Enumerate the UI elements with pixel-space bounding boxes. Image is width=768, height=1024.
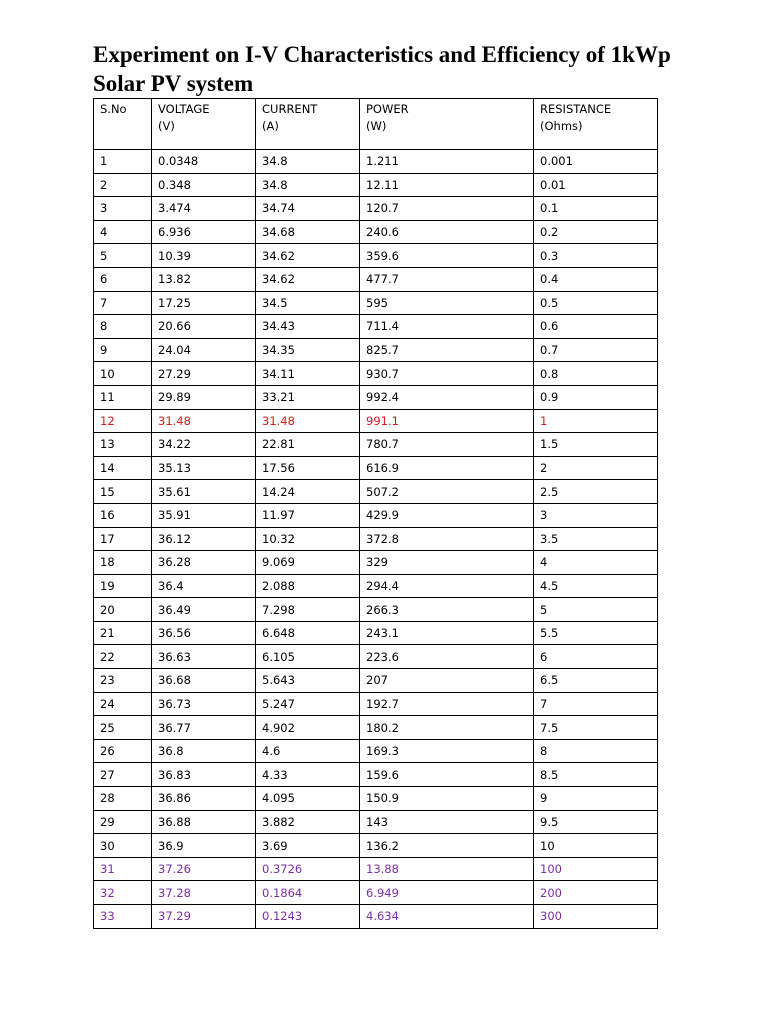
cell-power: 207	[360, 669, 534, 693]
cell-voltage: 35.61	[152, 480, 256, 504]
cell-sno: 4	[94, 220, 152, 244]
cell-power: 180.2	[360, 716, 534, 740]
cell-resistance: 0.1	[534, 197, 658, 221]
cell-resistance: 2	[534, 456, 658, 480]
cell-sno: 5	[94, 244, 152, 268]
cell-power: 825.7	[360, 338, 534, 362]
cell-voltage: 27.29	[152, 362, 256, 386]
header-current-unit: (A)	[262, 119, 279, 133]
cell-power: 991.1	[360, 409, 534, 433]
cell-resistance: 0.5	[534, 291, 658, 315]
cell-sno: 18	[94, 551, 152, 575]
header-current	[256, 99, 360, 150]
cell-voltage: 0.0348	[152, 150, 256, 174]
header-power-label: POWER	[366, 102, 409, 116]
cell-power: 169.3	[360, 739, 534, 763]
cell-current: 34.62	[256, 267, 360, 291]
cell-sno: 21	[94, 621, 152, 645]
cell-voltage: 10.39	[152, 244, 256, 268]
cell-sno: 11	[94, 385, 152, 409]
cell-current: 33.21	[256, 385, 360, 409]
table-row	[94, 621, 658, 645]
cell-sno: 2	[94, 173, 152, 197]
table-row	[94, 857, 658, 881]
cell-sno: 32	[94, 881, 152, 905]
cell-resistance: 8.5	[534, 763, 658, 787]
cell-voltage: 36.77	[152, 716, 256, 740]
table-row	[94, 810, 658, 834]
cell-current: 0.3726	[256, 857, 360, 881]
header-power	[360, 99, 534, 150]
cell-power: 930.7	[360, 362, 534, 386]
cell-voltage: 20.66	[152, 315, 256, 339]
cell-sno: 26	[94, 739, 152, 763]
cell-power: 711.4	[360, 315, 534, 339]
cell-current: 7.298	[256, 598, 360, 622]
cell-power: 266.3	[360, 598, 534, 622]
table-row	[94, 503, 658, 527]
table-row	[94, 598, 658, 622]
cell-sno: 19	[94, 574, 152, 598]
cell-power: 507.2	[360, 480, 534, 504]
cell-power: 159.6	[360, 763, 534, 787]
cell-power: 150.9	[360, 787, 534, 811]
cell-current: 4.095	[256, 787, 360, 811]
cell-sno: 22	[94, 645, 152, 669]
table-row	[94, 291, 658, 315]
cell-current: 5.247	[256, 692, 360, 716]
cell-current: 34.5	[256, 291, 360, 315]
cell-power: 595	[360, 291, 534, 315]
cell-current: 0.1243	[256, 905, 360, 929]
cell-resistance: 0.01	[534, 173, 658, 197]
cell-voltage: 29.89	[152, 385, 256, 409]
cell-resistance: 9.5	[534, 810, 658, 834]
cell-current: 2.088	[256, 574, 360, 598]
cell-voltage: 36.83	[152, 763, 256, 787]
cell-voltage: 17.25	[152, 291, 256, 315]
cell-sno: 3	[94, 197, 152, 221]
cell-power: 243.1	[360, 621, 534, 645]
cell-resistance: 5.5	[534, 621, 658, 645]
cell-resistance: 200	[534, 881, 658, 905]
cell-sno: 16	[94, 503, 152, 527]
cell-power: 329	[360, 551, 534, 575]
cell-power: 477.7	[360, 267, 534, 291]
cell-resistance: 100	[534, 857, 658, 881]
cell-resistance: 0.8	[534, 362, 658, 386]
cell-resistance: 0.3	[534, 244, 658, 268]
cell-power: 359.6	[360, 244, 534, 268]
cell-sno: 31	[94, 857, 152, 881]
table-row	[94, 551, 658, 575]
cell-sno: 29	[94, 810, 152, 834]
cell-power: 780.7	[360, 433, 534, 457]
cell-current: 3.69	[256, 834, 360, 858]
cell-voltage: 0.348	[152, 173, 256, 197]
cell-resistance: 6.5	[534, 669, 658, 693]
header-sno	[94, 99, 152, 150]
cell-voltage: 31.48	[152, 409, 256, 433]
cell-power: 429.9	[360, 503, 534, 527]
cell-current: 4.33	[256, 763, 360, 787]
header-voltage-label: VOLTAGE	[158, 102, 210, 116]
cell-sno: 9	[94, 338, 152, 362]
cell-voltage: 3.474	[152, 197, 256, 221]
cell-resistance: 0.7	[534, 338, 658, 362]
table-row	[94, 480, 658, 504]
cell-current: 22.81	[256, 433, 360, 457]
cell-resistance: 6	[534, 645, 658, 669]
table-row	[94, 645, 658, 669]
cell-voltage: 37.28	[152, 881, 256, 905]
cell-current: 0.1864	[256, 881, 360, 905]
cell-voltage: 36.56	[152, 621, 256, 645]
cell-current: 34.62	[256, 244, 360, 268]
cell-current: 4.6	[256, 739, 360, 763]
table-row	[94, 574, 658, 598]
table-row	[94, 385, 658, 409]
cell-power: 6.949	[360, 881, 534, 905]
header-sno-label: S.No	[100, 102, 127, 116]
cell-voltage: 6.936	[152, 220, 256, 244]
page-title: Experiment on I-V Characteristics and Efficiency of 1kWp Solar PV system	[93, 42, 671, 96]
cell-voltage: 36.86	[152, 787, 256, 811]
table-row	[94, 267, 658, 291]
cell-current: 6.105	[256, 645, 360, 669]
cell-current: 17.56	[256, 456, 360, 480]
table-row	[94, 905, 658, 929]
cell-voltage: 36.4	[152, 574, 256, 598]
cell-power: 120.7	[360, 197, 534, 221]
cell-sno: 25	[94, 716, 152, 740]
table-row	[94, 197, 658, 221]
cell-sno: 24	[94, 692, 152, 716]
header-voltage	[152, 99, 256, 150]
cell-current: 5.643	[256, 669, 360, 693]
cell-sno: 28	[94, 787, 152, 811]
header-current-label: CURRENT	[262, 102, 318, 116]
table-row	[94, 881, 658, 905]
cell-current: 34.8	[256, 150, 360, 174]
cell-voltage: 36.68	[152, 669, 256, 693]
cell-current: 6.648	[256, 621, 360, 645]
cell-current: 4.902	[256, 716, 360, 740]
table-row	[94, 244, 658, 268]
table-row	[94, 220, 658, 244]
cell-voltage: 36.63	[152, 645, 256, 669]
cell-resistance: 0.6	[534, 315, 658, 339]
cell-power: 192.7	[360, 692, 534, 716]
header-power-unit: (W)	[366, 119, 387, 133]
data-table	[93, 98, 658, 929]
table-row	[94, 787, 658, 811]
cell-sno: 8	[94, 315, 152, 339]
cell-resistance: 0.2	[534, 220, 658, 244]
cell-voltage: 36.49	[152, 598, 256, 622]
cell-resistance: 7.5	[534, 716, 658, 740]
header-resistance	[534, 99, 658, 150]
cell-resistance: 2.5	[534, 480, 658, 504]
cell-current: 9.069	[256, 551, 360, 575]
header-voltage-unit: (V)	[158, 119, 175, 133]
cell-resistance: 10	[534, 834, 658, 858]
cell-sno: 10	[94, 362, 152, 386]
cell-voltage: 35.13	[152, 456, 256, 480]
cell-power: 4.634	[360, 905, 534, 929]
table-row	[94, 150, 658, 174]
cell-current: 34.8	[256, 173, 360, 197]
table-row	[94, 763, 658, 787]
table-body	[94, 150, 658, 929]
cell-sno: 12	[94, 409, 152, 433]
cell-sno: 15	[94, 480, 152, 504]
table-row	[94, 456, 658, 480]
cell-voltage: 36.28	[152, 551, 256, 575]
cell-power: 992.4	[360, 385, 534, 409]
cell-voltage: 36.88	[152, 810, 256, 834]
cell-voltage: 36.8	[152, 739, 256, 763]
cell-sno: 7	[94, 291, 152, 315]
cell-resistance: 8	[534, 739, 658, 763]
cell-sno: 13	[94, 433, 152, 457]
cell-current: 10.32	[256, 527, 360, 551]
cell-power: 12.11	[360, 173, 534, 197]
table-row	[94, 409, 658, 433]
cell-resistance: 7	[534, 692, 658, 716]
header-resistance-label: RESISTANCE	[540, 102, 612, 116]
cell-current: 31.48	[256, 409, 360, 433]
table-row	[94, 338, 658, 362]
cell-sno: 20	[94, 598, 152, 622]
cell-sno: 33	[94, 905, 152, 929]
cell-current: 34.11	[256, 362, 360, 386]
cell-voltage: 24.04	[152, 338, 256, 362]
cell-current: 34.68	[256, 220, 360, 244]
table-row	[94, 362, 658, 386]
cell-power: 372.8	[360, 527, 534, 551]
cell-current: 34.74	[256, 197, 360, 221]
table-row	[94, 433, 658, 457]
cell-current: 34.43	[256, 315, 360, 339]
table-row	[94, 315, 658, 339]
cell-resistance: 4.5	[534, 574, 658, 598]
cell-voltage: 36.9	[152, 834, 256, 858]
cell-voltage: 37.26	[152, 857, 256, 881]
cell-power: 223.6	[360, 645, 534, 669]
table-header-row	[94, 99, 658, 150]
cell-sno: 23	[94, 669, 152, 693]
cell-current: 34.35	[256, 338, 360, 362]
cell-resistance: 4	[534, 551, 658, 575]
table-row	[94, 669, 658, 693]
table-row	[94, 716, 658, 740]
cell-resistance: 1	[534, 409, 658, 433]
cell-power: 1.211	[360, 150, 534, 174]
cell-resistance: 1.5	[534, 433, 658, 457]
cell-power: 616.9	[360, 456, 534, 480]
cell-sno: 30	[94, 834, 152, 858]
table-row	[94, 834, 658, 858]
cell-resistance: 3	[534, 503, 658, 527]
header-resistance-unit: (Ohms)	[540, 119, 583, 133]
cell-resistance: 0.9	[534, 385, 658, 409]
cell-voltage: 35.91	[152, 503, 256, 527]
cell-voltage: 37.29	[152, 905, 256, 929]
cell-resistance: 3.5	[534, 527, 658, 551]
table-row	[94, 739, 658, 763]
cell-current: 3.882	[256, 810, 360, 834]
cell-current: 11.97	[256, 503, 360, 527]
cell-power: 136.2	[360, 834, 534, 858]
cell-sno: 17	[94, 527, 152, 551]
cell-voltage: 13.82	[152, 267, 256, 291]
cell-power: 143	[360, 810, 534, 834]
cell-voltage: 36.12	[152, 527, 256, 551]
table-row	[94, 527, 658, 551]
cell-resistance: 300	[534, 905, 658, 929]
cell-resistance: 0.001	[534, 150, 658, 174]
cell-current: 14.24	[256, 480, 360, 504]
cell-power: 294.4	[360, 574, 534, 598]
cell-sno: 1	[94, 150, 152, 174]
cell-sno: 14	[94, 456, 152, 480]
table-row	[94, 173, 658, 197]
cell-power: 13.88	[360, 857, 534, 881]
cell-resistance: 0.4	[534, 267, 658, 291]
cell-voltage: 36.73	[152, 692, 256, 716]
cell-power: 240.6	[360, 220, 534, 244]
cell-voltage: 34.22	[152, 433, 256, 457]
cell-resistance: 5	[534, 598, 658, 622]
cell-sno: 27	[94, 763, 152, 787]
table-row	[94, 692, 658, 716]
cell-resistance: 9	[534, 787, 658, 811]
cell-sno: 6	[94, 267, 152, 291]
